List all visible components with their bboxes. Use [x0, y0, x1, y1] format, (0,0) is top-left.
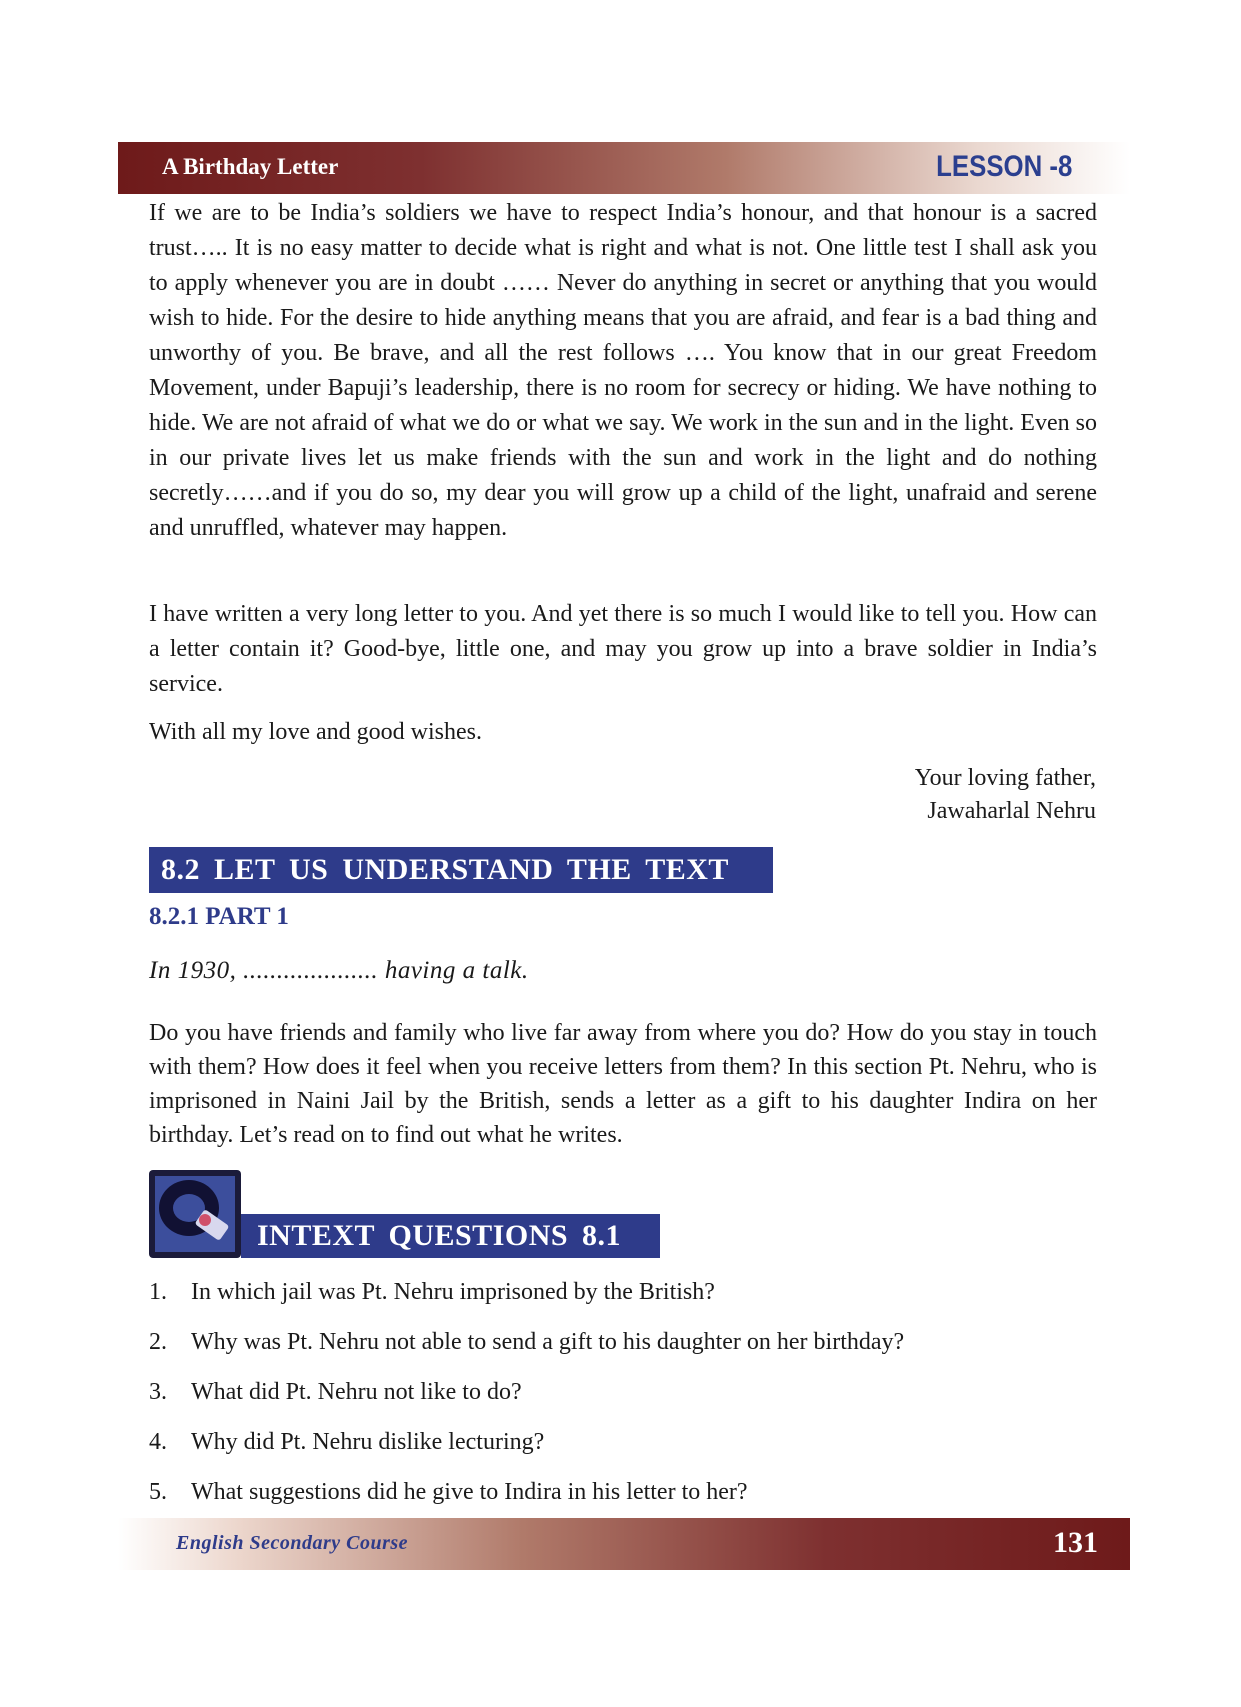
section-heading: 8.2 LET US UNDERSTAND THE TEXT	[149, 847, 773, 893]
header-bar	[118, 142, 1130, 194]
question-item: 4. Why did Pt. Nehru dislike lecturing?	[149, 1429, 545, 1455]
footer-bar	[118, 1518, 1130, 1570]
course-name: English Secondary Course	[176, 1532, 409, 1554]
letter-closing: Your loving father,	[914, 765, 1096, 791]
intext-questions-heading: INTEXT QUESTIONS 8.1	[241, 1214, 660, 1258]
question-list	[149, 1277, 904, 1527]
question-item: 1. In which jail was Pt. Nehru imprisoned by the British?	[149, 1279, 715, 1305]
excerpt-reference: In 1930, .................... having a talk.	[149, 957, 529, 984]
question-item: 5. What suggestions did he give to Indira in his letter to her?	[149, 1479, 748, 1505]
lesson-label: LESSON -8	[935, 150, 1072, 183]
letter-paragraph-3: With all my love and good wishes.	[149, 719, 482, 745]
question-item: 3. What did Pt. Nehru not like to do?	[149, 1379, 522, 1405]
letter-paragraph-2: I have written a very long letter to you. And yet there is so much I would like to tell you. How can a letter contain it? Good-bye, little one, and may you grow up into a brave soldier in India’s service.	[149, 601, 1097, 697]
letter-paragraph-1: If we are to be India’s soldiers we have to respect India’s honour, and that honour is a sacred trust….. It is no easy matter to decide what is right and what is not. One little test I shall ask you to apply whenever you are in doubt …… Never do anything in secret or anything that you would wish to hide. For the desire to hide anything means that you are afraid, and fear is a bad thing and unworthy of you. Be brave, and all the rest follows …. You know that in our great Freedom Movement, under Bapuji’s leadership, there is no room for secrecy or hiding. We have nothing to hide. We are not afraid of what we do or what we say. We work in the sun and in the light. Even so in our private lives let us make friends with the sun and work in the light and do nothing secretly……and if you do so, my dear you will grow up a child of the light, unafraid and serene and unruffled, whatever may happen.	[149, 200, 1097, 541]
chapter-title: A Birthday Letter	[162, 154, 339, 179]
section-subheading: 8.2.1 PART 1	[149, 903, 289, 930]
letter-signature: Jawaharlal Nehru	[927, 798, 1096, 824]
question-item: 2. Why was Pt. Nehru not able to send a gift to his daughter on her birthday?	[149, 1329, 905, 1355]
question-q-icon	[149, 1170, 241, 1258]
section-intro-paragraph: Do you have friends and family who live far away from where you do? How do you stay in touch with them? How does it feel when you receive letters from them? In this section Pt. Nehru, who is imprisoned in Naini Jail by the British, sends a letter as a gift to his daughter Indira on her birthday. Let’s read on to find out what he writes.	[149, 1020, 1097, 1148]
letter-signoff	[915, 762, 1096, 828]
page-number: 131	[1053, 1526, 1098, 1559]
